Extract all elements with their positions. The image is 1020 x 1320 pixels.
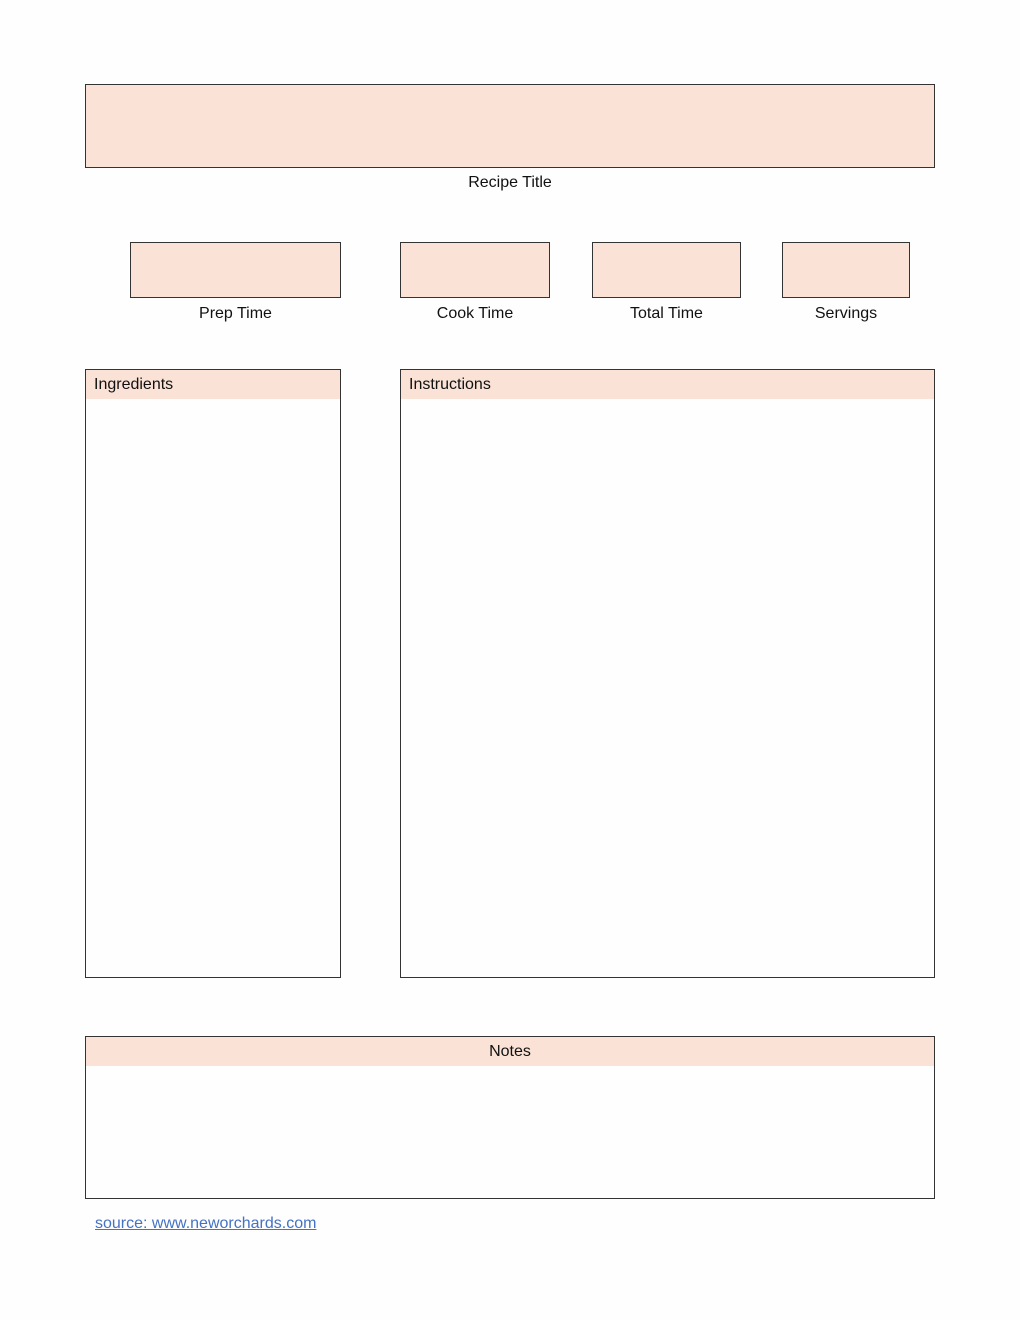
source-link[interactable]: source: www.neworchards.com bbox=[95, 1215, 317, 1232]
ingredients-content-area[interactable] bbox=[86, 399, 340, 977]
instructions-header: Instructions bbox=[401, 370, 934, 399]
cook-time-label: Cook Time bbox=[436, 305, 514, 322]
cook-time-field[interactable] bbox=[400, 242, 550, 298]
notes-panel bbox=[85, 1036, 935, 1199]
servings-label: Servings bbox=[814, 305, 878, 322]
prep-time-field[interactable] bbox=[130, 242, 341, 298]
notes-header: Notes bbox=[86, 1037, 934, 1066]
servings-field[interactable] bbox=[782, 242, 910, 298]
recipe-title-label: Recipe Title bbox=[468, 174, 552, 191]
notes-content-area[interactable] bbox=[86, 1066, 934, 1198]
total-time-field[interactable] bbox=[592, 242, 741, 298]
prep-time-label: Prep Time bbox=[199, 305, 272, 322]
total-time-label: Total Time bbox=[630, 305, 703, 322]
ingredients-header: Ingredients bbox=[86, 370, 340, 399]
instructions-content-area[interactable] bbox=[401, 399, 934, 977]
recipe-title-field[interactable] bbox=[85, 84, 935, 168]
instructions-panel bbox=[400, 369, 935, 978]
ingredients-panel bbox=[85, 369, 341, 978]
